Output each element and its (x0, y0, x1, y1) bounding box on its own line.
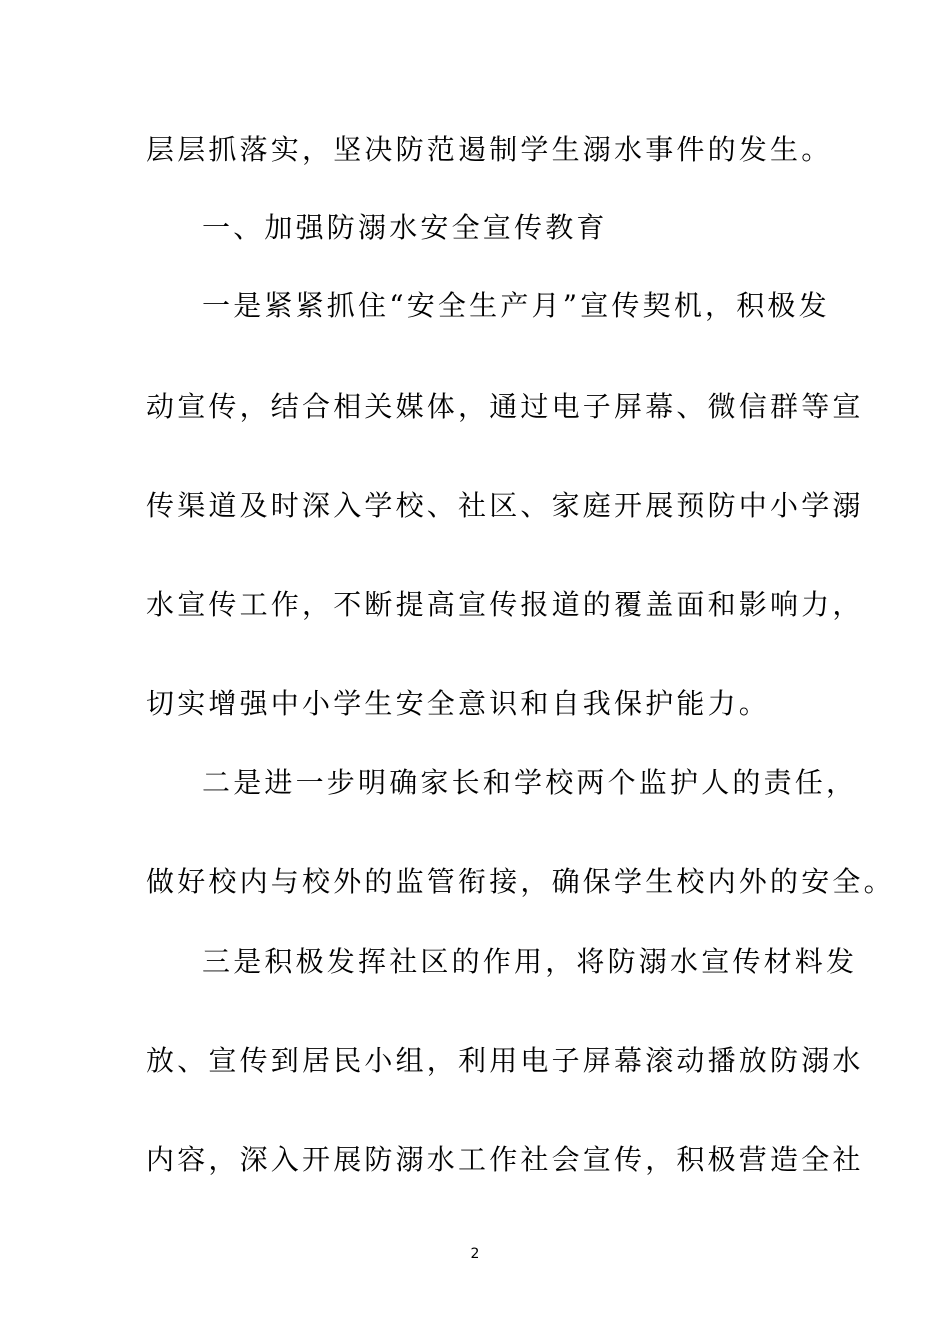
text-line-5: 传渠道及时深入学校、社区、家庭开展预防中小学溺 (146, 489, 864, 522)
text-line-4: 动宣传，结合相关媒体，通过电子屏幕、微信群等宣 (146, 390, 864, 423)
page-number: 2 (470, 1246, 480, 1262)
text-line-10: 三是积极发挥社区的作用，将防溺水宣传材料发 (202, 945, 858, 978)
text-line-12: 内容，深入开展防溺水工作社会宣传，积极营造全社 (146, 1143, 864, 1176)
text-line-1: 层层抓落实，坚决防范遏制学生溺水事件的发生。 (146, 133, 833, 166)
text-line-8: 二是进一步明确家长和学校两个监护人的责任， (202, 766, 858, 799)
text-line-11: 放、宣传到居民小组，利用电子屏幕滚动播放防溺水 (146, 1044, 864, 1077)
section-heading: 一、加强防溺水安全宣传教育 (202, 211, 608, 244)
text-line-9: 做好校内与校外的监管衔接，确保学生校内外的安全。 (146, 865, 895, 898)
text-line-3: 一是紧紧抓住“安全生产月”宣传契机，积极发 (202, 289, 830, 322)
text-line-6: 水宣传工作，不断提高宣传报道的覆盖面和影响力， (146, 588, 864, 621)
text-line-7: 切实增强中小学生安全意识和自我保护能力。 (146, 687, 771, 720)
